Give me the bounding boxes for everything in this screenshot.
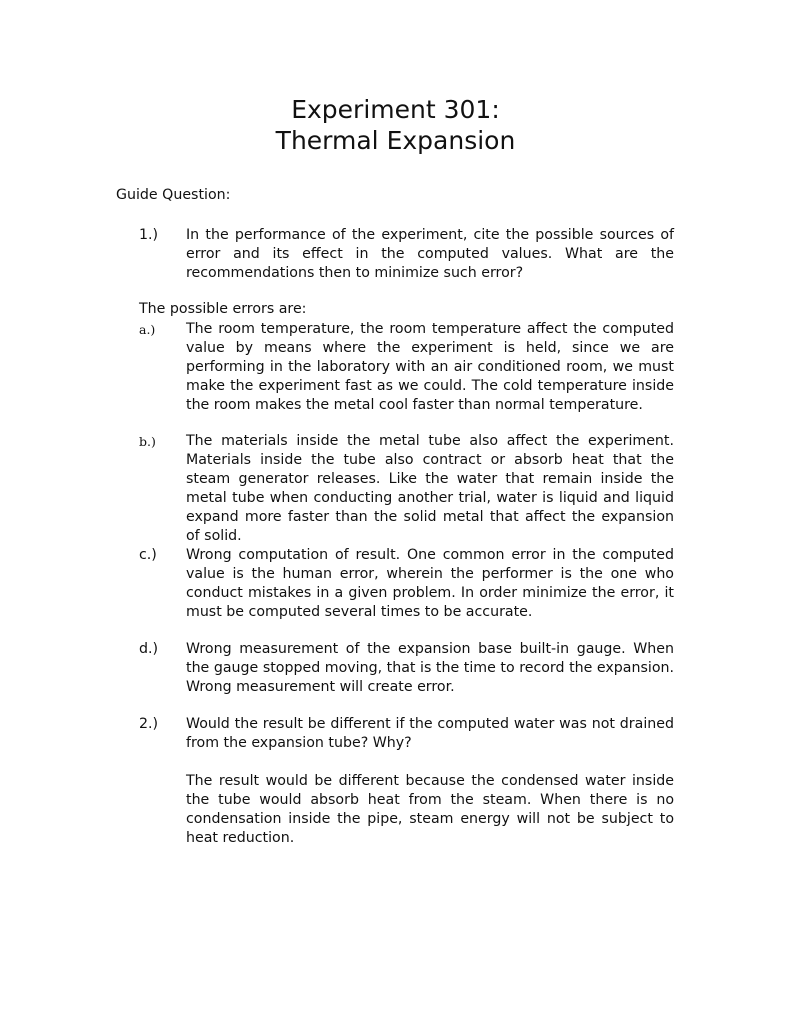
guide-question-label: Guide Question: bbox=[116, 187, 231, 203]
error-item-b bbox=[116, 432, 674, 546]
error-item-marker: a.) bbox=[139, 322, 156, 337]
page-title-line2: Thermal Expansion bbox=[275, 126, 516, 155]
error-item-a bbox=[116, 320, 674, 415]
error-item-marker: d.) bbox=[139, 641, 159, 657]
error-item-marker: b.) bbox=[139, 434, 156, 449]
page-title-line1: Experiment 301: bbox=[291, 95, 500, 124]
question-1-marker: 1.) bbox=[139, 227, 159, 243]
question-1 bbox=[116, 226, 674, 283]
error-item-text: Wrong computation of result. One common error in the computed value is the human error, wherein the performer is the one who conduct mistakes in a given problem. In order minimize the error, it must be computed several times to be accurate. bbox=[186, 547, 674, 620]
error-item-d bbox=[116, 640, 674, 697]
question-1-text: In the performance of the experiment, cite the possible sources of error and its effect in the computed values. What are the recommendations then to minimize such error? bbox=[186, 227, 674, 281]
question-2-marker: 2.) bbox=[139, 716, 159, 732]
answer-2 bbox=[116, 772, 674, 848]
question-2-text: Would the result be different if the computed water was not drained from the expansion tube? Why? bbox=[186, 716, 674, 751]
error-item-text: The room temperature, the room temperature affect the computed value by means where the experiment is held, since we are performing in the laboratory with an air conditioned room, we must make the experiment fast as we could. The cold temperature inside the room makes the metal cool faster than normal temperature. bbox=[186, 321, 674, 413]
errors-intro: The possible errors are: bbox=[139, 301, 307, 317]
answer-2-text: The result would be different because the condensed water inside the tube would absorb heat from the steam. When there is no condensation inside the pipe, steam energy will not be subject to heat reduction. bbox=[186, 773, 674, 846]
error-item-c bbox=[116, 546, 674, 622]
error-item-text: Wrong measurement of the expansion base built-in gauge. When the gauge stopped moving, that is the time to record the expansion. Wrong measurement will create error. bbox=[186, 641, 674, 695]
error-item-text: The materials inside the metal tube also affect the experiment. Materials inside the tube also contract or absorb heat that the steam generator releases. Like the water that remain inside the metal tube when conducting another trial, water is liquid and liquid expand more faster than the solid metal that affect the expansion of solid. bbox=[186, 433, 674, 544]
error-item-marker: c.) bbox=[139, 547, 157, 563]
question-2 bbox=[116, 715, 674, 753]
